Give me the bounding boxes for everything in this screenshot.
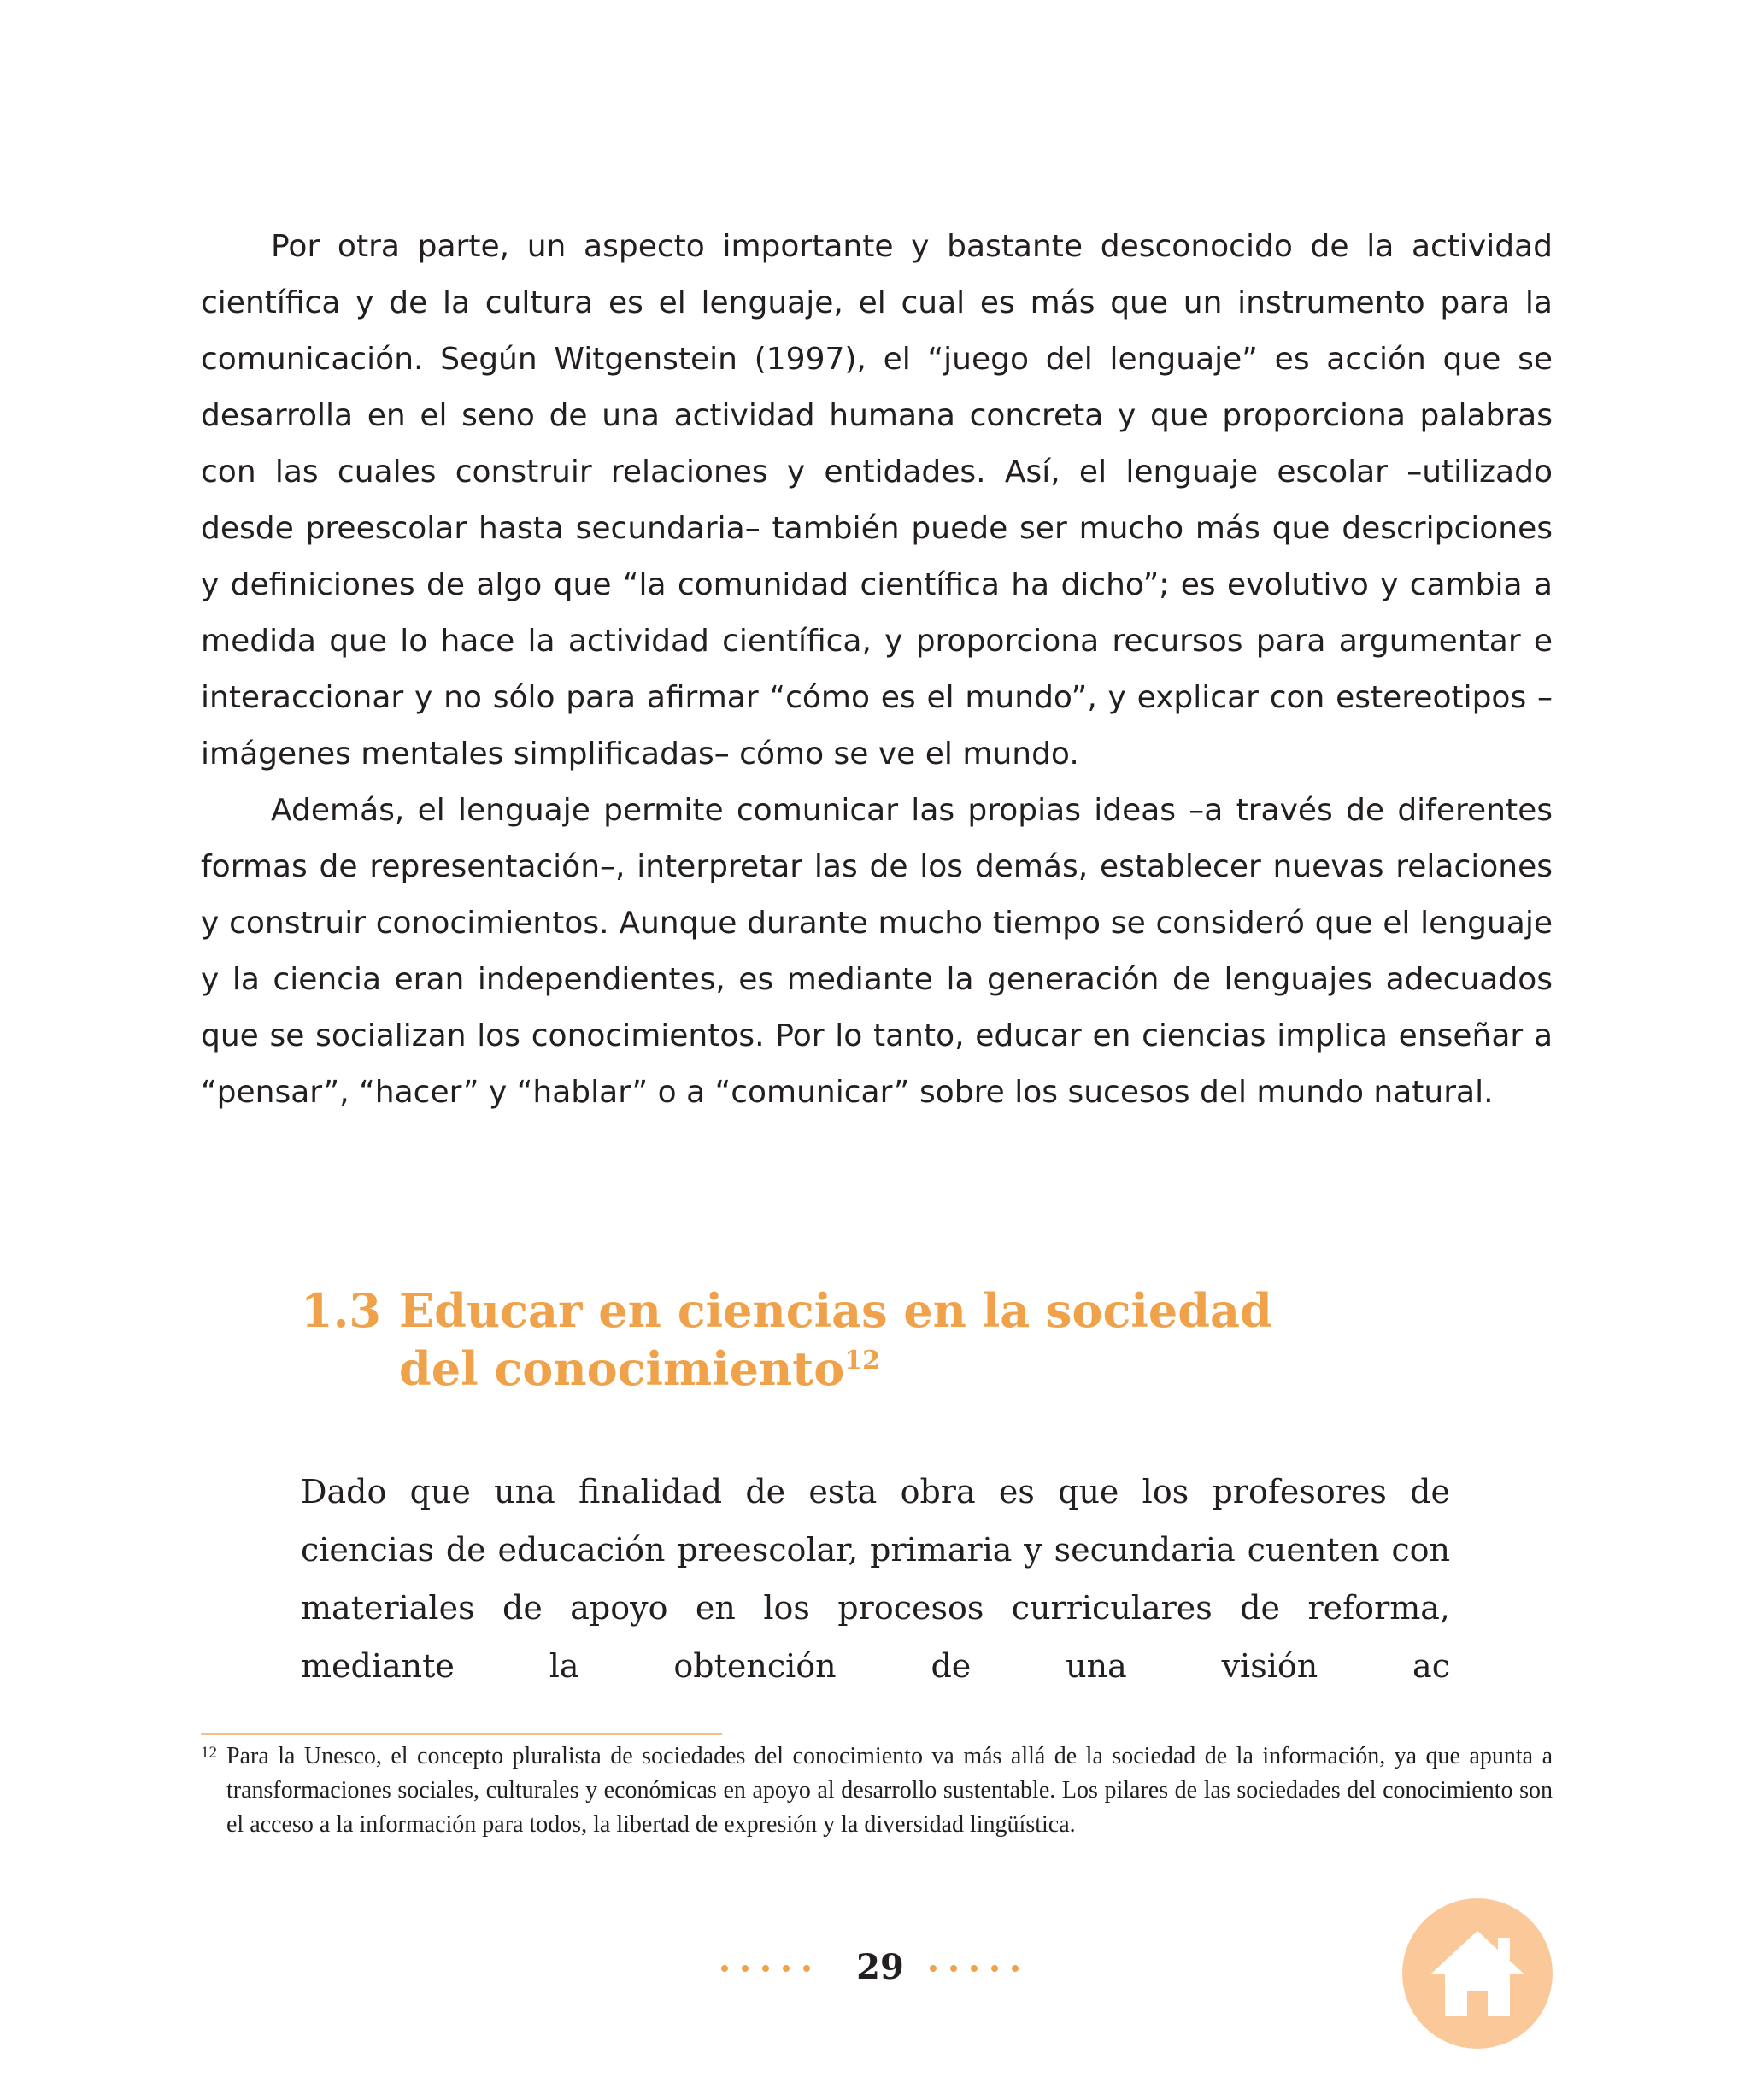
decorative-dots-right bbox=[930, 1965, 1019, 1972]
section-number: 1.3 bbox=[301, 1283, 381, 1338]
home-icon bbox=[1402, 1898, 1553, 2049]
section-paragraph: Dado que una finalidad de esta obra es que los profesores de ciencias de educación preescolar, primaria y secundaria cuenten con materiales de apoyo en los procesos curriculares de reforma, mediante la obtención de una visión ac bbox=[301, 1473, 1450, 1685]
page-footer bbox=[701, 1946, 1042, 1997]
decorative-dots-left bbox=[721, 1965, 810, 1972]
footnote-mark: 12 bbox=[201, 1744, 217, 1762]
body-text bbox=[201, 219, 1553, 1121]
footnote-reference[interactable]: 12 bbox=[844, 1346, 880, 1376]
page-number: 29 bbox=[856, 1947, 904, 1987]
paragraph-1: Por otra parte, un aspecto importante y bastante desconocido de la actividad científica y de la cultura es el lenguaje, el cual es más que un instrumento para la comunicación. Según Witgenstein (1997), el “juego del lenguaje” es acción que se desarrolla en el seno de una actividad humana concreta y que proporciona palabras con las cuales construir relaciones y entidades. Así, el lenguaje escolar –utilizado desde preescolar hasta secundaria– también puede ser mucho más que descripciones y definiciones de algo que “la comunidad científica ha dicho”; es evolutivo y cambia a medida que lo hace la actividad científica, y proporciona recursos para argumentar e interaccionar y no sólo para afirmar “cómo es el mundo”, y explicar con estereotipos –imágenes mentales simplificadas– cómo se ve el mundo. bbox=[201, 229, 1553, 771]
section-title bbox=[399, 1282, 1424, 1398]
paragraph-2: Además, el lenguaje permite comunicar las propias ideas –a través de diferentes formas de representación–, interpretar las de los demás, establecer nuevas relaciones y construir conocimientos. Aunque durante mucho tiempo se consideró que el lenguaje y la ciencia eran independientes, es mediante la generación de lenguajes adecuados que se socializan los conocimientos. Por lo tanto, educar en ciencias implica enseñar a “pensar”, “hacer” y “hablar” o a “comunicar” sobre los sucesos del mundo natural. bbox=[201, 793, 1553, 1110]
footnote bbox=[201, 1739, 1553, 1842]
footnote-divider bbox=[201, 1733, 722, 1735]
section-title-line-2: del conocimiento bbox=[399, 1341, 845, 1396]
home-button[interactable] bbox=[1402, 1898, 1553, 2049]
footnote-text: Para la Unesco, el concepto pluralista de sociedades del conocimiento va más allá de la sociedad de la información, ya que apunta a transformaciones sociales, culturales y económicas en apoyo al desarrollo sustentable. Los pilares de las sociedades del conocimiento son el acceso a la información para todos, la libertad de expresión y la diversidad lingüística. bbox=[226, 1743, 1553, 1838]
section-title-line-1: Educar en ciencias en la sociedad bbox=[399, 1283, 1272, 1338]
